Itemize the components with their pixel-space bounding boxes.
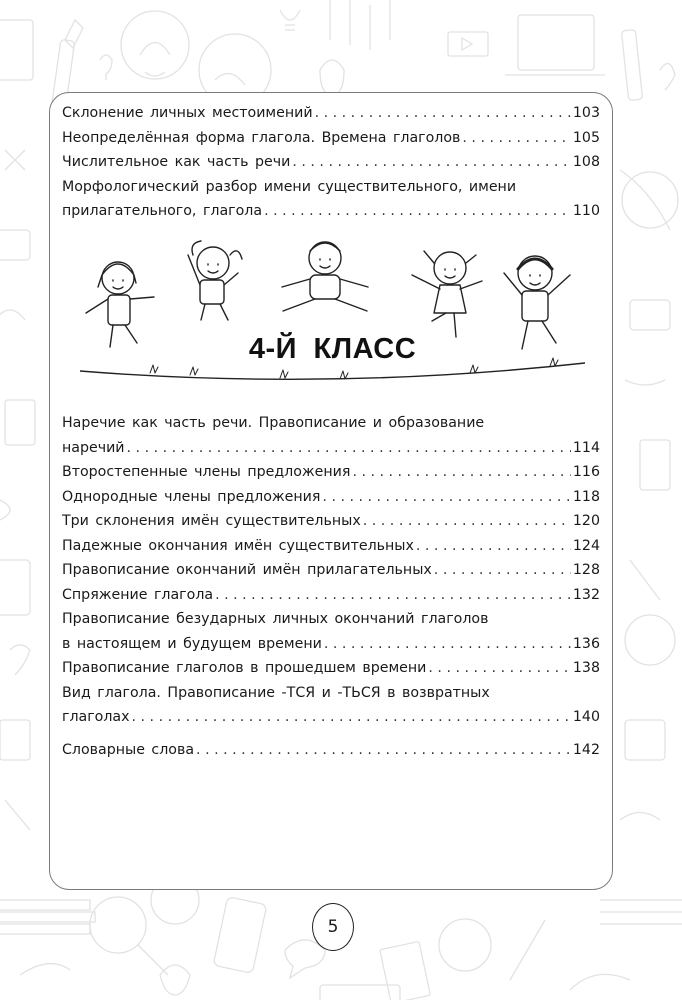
toc-item[interactable]	[62, 583, 600, 608]
toc-item-title: Однородные члены предложения	[62, 488, 321, 505]
toc-item-title: Правописание глаголов в прошедшем времени	[62, 660, 427, 676]
toc-item-page: 138	[572, 660, 600, 676]
dot-leader	[428, 656, 571, 681]
toc-item[interactable]	[62, 175, 600, 224]
toc-item-title: Словарные слова	[62, 741, 195, 758]
dot-leader	[352, 460, 570, 485]
grade-4-banner	[80, 233, 585, 393]
toc-list-grade-4	[62, 411, 600, 762]
toc-item-page: 120	[572, 513, 600, 529]
toc-item-title: Числительное как часть речи	[62, 154, 291, 170]
toc-item[interactable]	[62, 460, 600, 485]
laptop-doodle-icon	[0, 20, 33, 80]
toc-item-title: Спряжение глагола	[62, 586, 214, 603]
jumping-children-illustration	[80, 233, 585, 393]
toc-item-page: 128	[572, 562, 600, 578]
toc-item[interactable]	[62, 681, 600, 730]
toc-item-page: 108	[572, 154, 600, 170]
toc-item-title: Второстепенные члены предложения	[62, 464, 351, 480]
toc-item-title-line1: Вид глагола. Правописание -ТСЯ и -ТЬСЯ в возвратных	[62, 684, 490, 701]
toc-item-page: 114	[572, 439, 600, 456]
child-2-icon	[188, 241, 242, 320]
toc-item-title: Три склонения имён существительных	[62, 513, 361, 529]
toc-item-title-line1: Морфологический разбор имени существительного, имени	[62, 178, 517, 195]
dot-leader	[322, 485, 570, 510]
dot-leader	[215, 583, 571, 608]
toc-item-title: Склонение личных местоимений	[62, 105, 313, 121]
toc-item[interactable]	[62, 101, 600, 126]
dot-leader	[324, 632, 571, 657]
toc-item[interactable]	[62, 509, 600, 534]
toc-item-title-line1: Наречие как часть речи. Правописание и образование	[62, 415, 485, 431]
toc-item[interactable]	[62, 150, 600, 175]
avatar-doodle-icon	[121, 11, 189, 79]
spacer	[62, 730, 600, 738]
toc-item-title: в настоящем и будущем времени	[62, 635, 322, 652]
toc-item-page: 105	[572, 129, 600, 146]
toc-item-title: Правописание окончаний имён прилагательных	[62, 562, 432, 578]
toc-item-title-line1: Правописание безударных личных окончаний глаголов	[62, 611, 489, 627]
toc-item-page: 136	[572, 635, 600, 652]
toc-item-page: 124	[572, 537, 600, 554]
toc-item-title: глаголах	[62, 709, 130, 725]
phone-doodle-icon	[213, 897, 267, 974]
toc-item[interactable]	[62, 534, 600, 559]
child-3-icon	[282, 242, 368, 311]
toc-item[interactable]	[62, 558, 600, 583]
toc-item[interactable]	[62, 411, 600, 460]
books-doodle-icon	[0, 900, 95, 934]
dot-leader	[132, 705, 571, 730]
dot-leader	[264, 199, 571, 224]
toc-item-title: Неопределённая форма глагола. Времена глаголов	[62, 129, 461, 146]
dot-leader	[462, 126, 571, 151]
toc-item[interactable]	[62, 607, 600, 656]
dot-leader	[196, 738, 571, 763]
notepad-doodle-icon	[380, 941, 431, 1000]
toc-item[interactable]	[62, 738, 600, 763]
toc-item-page: 118	[572, 488, 600, 505]
magnifier-doodle-icon	[90, 897, 146, 953]
toc-item-page: 142	[572, 741, 600, 758]
toc-item[interactable]	[62, 485, 600, 510]
page-number-badge: 5	[312, 903, 354, 951]
apple-doodle-icon	[320, 60, 344, 95]
toc-item-page: 132	[572, 586, 600, 603]
toc-item-title: наречий	[62, 439, 125, 456]
section-title: 4-Й КЛАСС	[248, 333, 417, 365]
toc-item-page: 103	[572, 105, 600, 121]
toc-list-grade-3	[62, 101, 600, 224]
dot-leader	[127, 436, 571, 461]
dot-leader	[315, 101, 571, 126]
dot-leader	[363, 509, 571, 534]
toc-item[interactable]	[62, 656, 600, 681]
dot-leader	[434, 558, 571, 583]
toc-item-page: 140	[572, 709, 600, 725]
toc-item-page: 116	[572, 464, 600, 480]
child-4-icon	[412, 251, 482, 337]
toc-item-title: Падежные окончания имён существительных	[62, 537, 414, 554]
toc-item-page: 110	[572, 203, 600, 219]
dot-leader	[416, 534, 571, 559]
toc-card	[49, 92, 613, 890]
toc-item-title: прилагательного, глагола	[62, 203, 263, 219]
dot-leader	[292, 150, 571, 175]
toc-item[interactable]	[62, 126, 600, 151]
